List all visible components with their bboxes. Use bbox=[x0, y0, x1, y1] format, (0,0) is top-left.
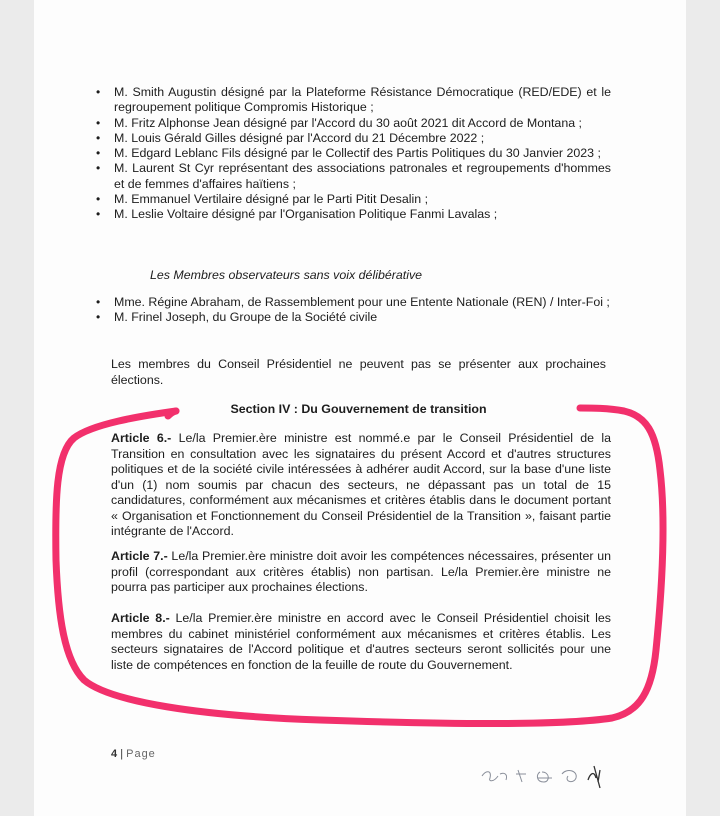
list-item: • Mme. Régine Abraham, de Rassemblement pour une Entente Nationale (REN) / Inter-Foi ; bbox=[96, 295, 611, 310]
observers-heading: Les Membres observateurs sans voix délibérative bbox=[150, 268, 423, 282]
section-title: Section IV : Du Gouvernement de transition bbox=[230, 402, 487, 416]
article-text: Le/la Premier.ère ministre en accord avec le Conseil Présidentiel choisit les membres du cabinet ministériel conformément aux mécanismes et critères établis. Les secteurs signataires de l'Accord politique et d'autres secteurs seront sollicités pour une liste de compétences en fonction de la feuille de route du Gouvernement. bbox=[111, 611, 611, 672]
page-number: 4 bbox=[111, 748, 118, 760]
list-item: • M. Leslie Voltaire désigné par l'Organisation Politique Fanmi Lavalas ; bbox=[96, 207, 611, 222]
page-separator: | bbox=[120, 748, 124, 760]
page-label: Page bbox=[126, 748, 156, 760]
eligibility-note: Les membres du Conseil Présidentiel ne peuvent pas se présenter aux prochaines élections. bbox=[111, 357, 606, 387]
list-item: • M. Fritz Alphonse Jean désigné par l'Accord du 30 août 2021 dit Accord de Montana ; bbox=[96, 116, 611, 131]
article-text: Le/la Premier.ère ministre doit avoir les compétences nécessaires, présenter un profil (correspondant aux critères établis) non partisan. Le/la Premier.ère ministre ne pourra pas participer aux prochaines élections. bbox=[111, 549, 611, 594]
designated-members-list bbox=[96, 85, 611, 223]
page-footer bbox=[111, 748, 156, 760]
article-text: Le/la Premier.ère ministre est nommé.e par le Conseil Présidentiel de la Transition en consultation avec les signataires du présent Accord et d'autres structures politiques et de la société civile intéressées à adhérer audit Accord, sur la base d'une liste d'un (1) nom soumis par chacun des secteurs, ne dépassant pas un total de 15 candidatures, conformément aux mécanismes et critères établis dans le document portant « Organisation et Fonctionnement du Conseil Présidentiel de la Transition », faisant partie intégrante de l'Accord. bbox=[111, 431, 611, 538]
article-8 bbox=[111, 611, 611, 673]
signature-initials bbox=[478, 760, 618, 790]
list-item: • M. Laurent St Cyr représentant des associations patronales et regroupements d'hommes et de femmes d'affaires haïtiens ; bbox=[96, 161, 611, 192]
article-label: Article 8.- bbox=[111, 611, 170, 625]
article-6 bbox=[111, 431, 611, 540]
article-label: Article 6.- bbox=[111, 431, 172, 445]
article-7 bbox=[111, 549, 611, 596]
observers-list bbox=[96, 295, 611, 326]
list-item: • M. Smith Augustin désigné par la Plateforme Résistance Démocratique (RED/EDE) et le regroupement politique Compromis Historique ; bbox=[96, 85, 611, 116]
list-item: • M. Edgard Leblanc Fils désigné par le Collectif des Partis Politiques du 30 Janvier 2023 ; bbox=[96, 146, 611, 161]
article-label: Article 7.- bbox=[111, 549, 168, 563]
list-item: • M. Frinel Joseph, du Groupe de la Société civile bbox=[96, 310, 611, 325]
list-item: • M. Louis Gérald Gilles désigné par l'Accord du 21 Décembre 2022 ; bbox=[96, 131, 611, 146]
list-item: • M. Emmanuel Vertilaire désigné par le Parti Pitit Desalin ; bbox=[96, 192, 611, 207]
